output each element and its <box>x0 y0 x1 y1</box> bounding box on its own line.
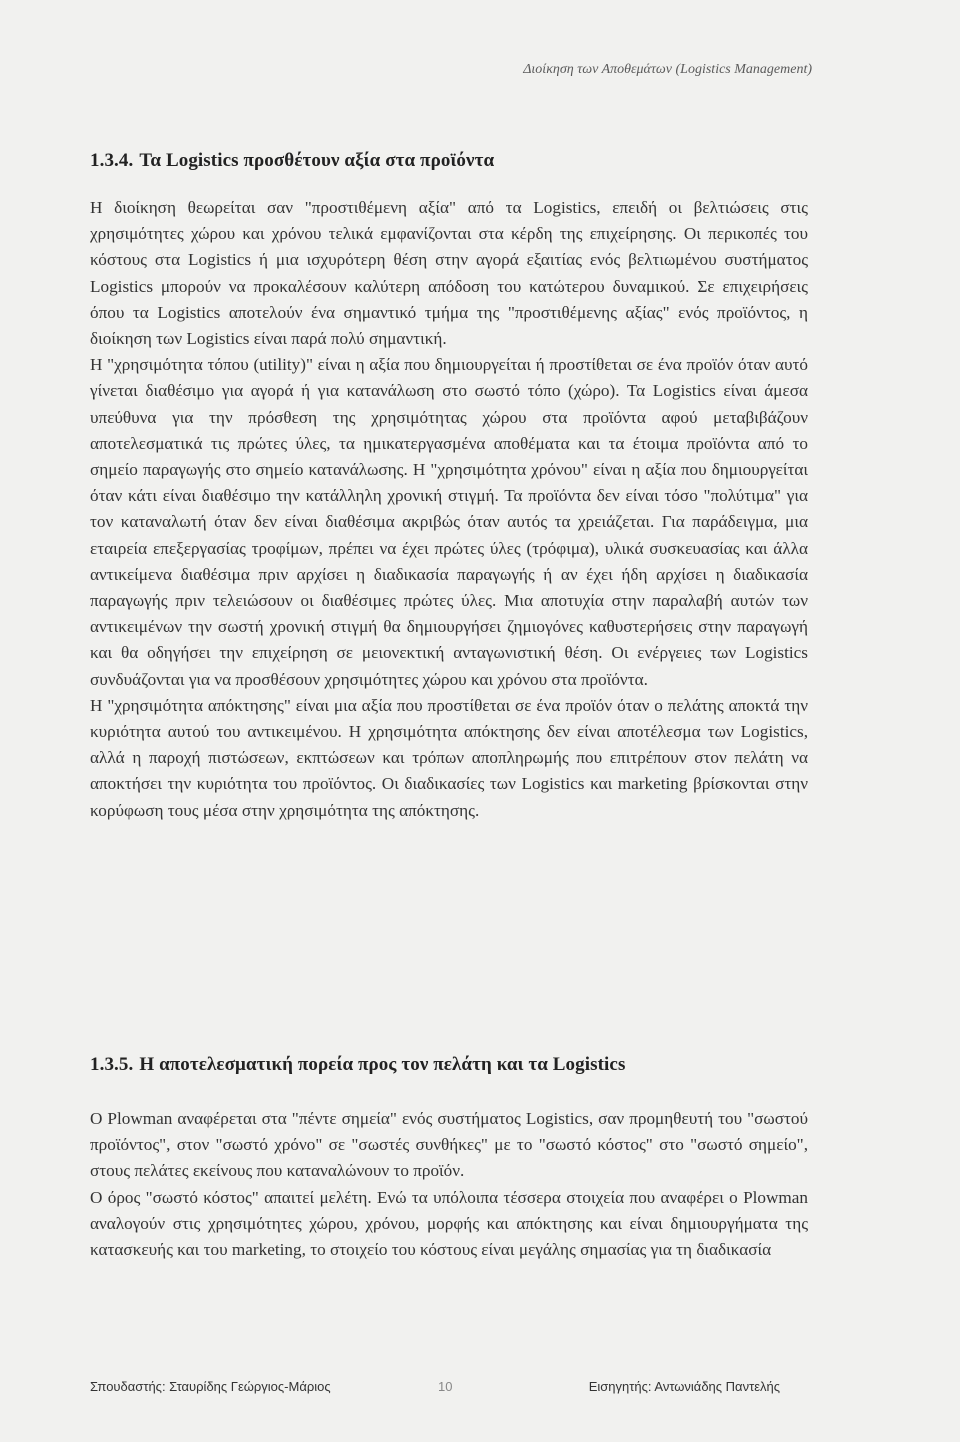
section-1-3-5 <box>90 1054 808 1263</box>
section-title: Τα Logistics προσθέτουν αξία στα προϊόντα <box>139 150 495 171</box>
paragraph: Η "χρησιμότητα τόπου (utility)" είναι η αξία που δημιουργείται ή προστίθεται σε ένα προϊόν όταν αυτό γίνεται διαθέσιμο για αγορά ή για κατανάλωση στο σωστό τόπο (χώρο). Τα Logistics είναι άμεσα υπεύθυνα για την πρόσθεση της χρησιμότητας χώρου στα προϊόντα αφού μεταβιβάζουν αποτελεσματικά τις πρώτες ύλες, τα ημικατεργασμένα αποθέματα και τα έτοιμα προϊόντα από το σημείο παραγωγής στο σημείο κατανάλωσης. Η "χρησιμότητα χρόνου" είναι η αξία που δημιουργείται όταν κάτι είναι διαθέσιμο την κατάλληλη χρονική στιγμή. Τα προϊόντα δεν είναι τόσο "πολύτιμα" για τον καταναλωτή όταν δεν είναι διαθέσιμα ακριβώς όταν αυτός τα χρειάζεται. Για παράδειγμα, μια εταιρεία επεξεργασίας τροφίμων, πρέπει να έχει πρώτες ύλες (τρόφιμα), υλικά συσκευασίας και άλλα αντικείμενα διαθέσιμα πριν αρχίσει η διαδικασία παραγωγής ή αν έχει ήδη αρχίσει η διαδικασία παραγωγής πριν τελειώσουν οι διαθέσιμες πρώτες ύλες. Μια αποτυχία στην παραλαβή αυτών των αντικειμένων την σωστή χρονική στιγμή θα δημιουργήσει ζημιογόνες καθυστερήσεις στην παραγωγή και θα οδηγήσει την επιχείρηση σε μειονεκτική ανταγωνιστική θέση. Οι ενέργειες των Logistics συνδυάζονται για να προσθέσουν χρησιμότητες χώρου και χρόνου στα προϊόντα. <box>90 355 808 689</box>
paragraph: Ο Plowman αναφέρεται στα "πέντε σημεία" ενός συστήματος Logistics, σαν προμηθευτή του "σωστού προϊόντος", στον "σωστό χρόνο" σε "σωστές συνθήκες" με το "σωστό κόστος" στο "σωστό σημείο", στους πελάτες εκείνους που καταναλώνουν το προϊόν. <box>90 1109 808 1181</box>
section-number: 1.3.4. <box>90 150 134 171</box>
page-footer <box>90 1379 808 1399</box>
paragraph: Η διοίκηση θεωρείται σαν "προστιθέμενη αξία" από τα Logistics, επειδή οι βελτιώσεις στις χρησιμότητες χώρου και χρόνου τελικά εμφανίζονται στα κέρδη της επιχείρησης. Οι περικοπές του κόστους στα Logistics ή μια ισχυρότερη θέση στην αγορά εξαιτίας ενός βελτιωμένου συστήματος Logistics μπορούν να προκαλέσουν καλύτερη απόδοση του κατώτερου δυναμικού. Σε επιχειρήσεις όπου τα Logistics αποτελούν ένα σημαντικό τμήμα της "προστιθέμενης αξίας" ενός προϊόντος, η διοίκηση των Logistics είναι παρά πολύ σημαντική. <box>90 198 808 349</box>
running-header: Διοίκηση των Αποθεμάτων (Logistics Management) <box>523 62 812 77</box>
section-1-3-4 <box>90 150 808 824</box>
footer-student: Σπουδαστής: Σταυρίδης Γεώργιος-Μάριος <box>90 1379 331 1394</box>
footer-supervisor: Εισηγητής: Αντωνιάδης Παντελής <box>588 1379 780 1394</box>
section-title: Η αποτελεσματική πορεία προς τον πελάτη και τα Logistics <box>139 1054 626 1075</box>
section-number: 1.3.5. <box>90 1054 134 1075</box>
paragraph: Η "χρησιμότητα απόκτησης" είναι μια αξία που προστίθεται σε ένα προϊόν όταν ο πελάτης αποκτά την κυριότητα αυτού του αντικειμένου. Η χρησιμότητα απόκτησης δεν είναι αποτέλεσμα των Logistics, αλλά η παροχή πιστώσεων, εκπτώσεων και τρόπων αποπληρωμής που επιτρέπουν στον πελάτη να αποκτήσει την κυριότητα του προϊόντος. Οι διαδικασίες των Logistics και marketing βρίσκονται στην κορύφωση τους μέσα στην χρησιμότητα της απόκτησης. <box>90 695 808 820</box>
section-heading <box>90 1054 808 1076</box>
paragraph: Ο όρος "σωστό κόστος" απαιτεί μελέτη. Ενώ τα υπόλοιπα τέσσερα στοιχεία που αναφέρει ο Plowman αναλογούν στις χρησιμότητες χώρου, χρόνου, μορφής και απόκτησης και είναι δημιουργήματα της κατασκευής και του marketing, το στοιχείο του κόστους είναι μεγάλης σημασίας για τη διαδικασία <box>90 1187 808 1260</box>
page-number: 10 <box>438 1379 453 1394</box>
section-heading <box>90 150 808 172</box>
